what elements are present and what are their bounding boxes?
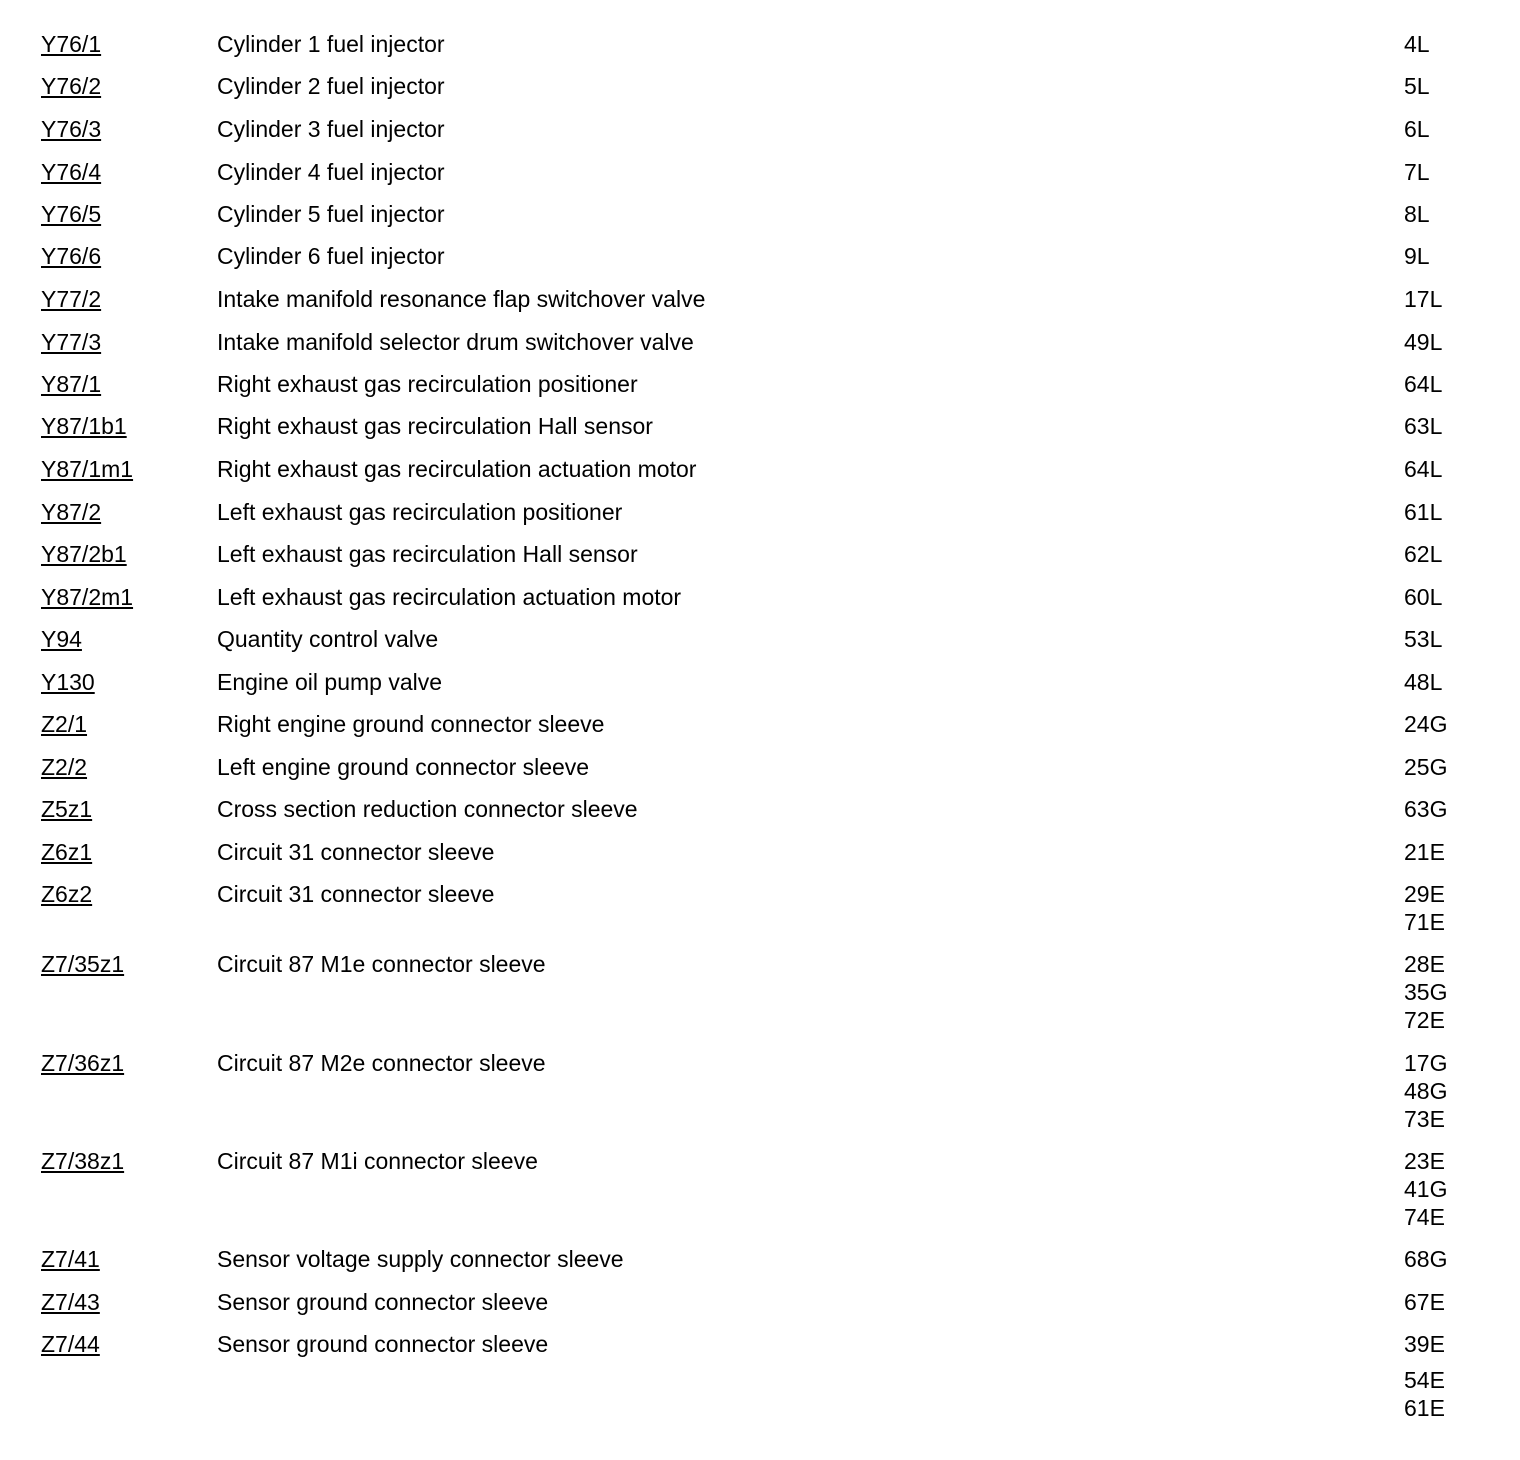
component-code-link[interactable]: Y87/2m1 — [41, 584, 134, 610]
grid-reference: 72E — [1404, 1007, 1445, 1033]
grid-reference-list — [1404, 625, 1442, 653]
grid-reference-list — [1404, 795, 1447, 823]
component-description: Right exhaust gas recirculation positioner — [217, 371, 638, 397]
grid-reference: 73E — [1404, 1106, 1445, 1132]
grid-reference: 71E — [1404, 909, 1445, 935]
grid-reference: 54E — [1404, 1367, 1445, 1393]
grid-reference: 49L — [1404, 329, 1443, 355]
grid-reference-list — [1404, 1288, 1445, 1316]
grid-reference: 21E — [1404, 839, 1445, 865]
component-description: Left exhaust gas recirculation positioner — [217, 499, 623, 525]
grid-reference: 64L — [1404, 456, 1443, 482]
grid-reference-list — [1404, 1147, 1447, 1231]
grid-reference: 68G — [1404, 1246, 1448, 1272]
component-code-link[interactable]: Z7/43 — [41, 1289, 100, 1315]
component-code-link[interactable]: Y77/3 — [41, 329, 102, 355]
grid-reference: 74E — [1404, 1204, 1445, 1230]
grid-reference-list — [1404, 753, 1447, 781]
grid-reference-list — [1404, 412, 1442, 440]
component-description: Circuit 87 M1e connector sleeve — [217, 951, 546, 977]
component-code-link[interactable]: Z6z1 — [41, 839, 93, 865]
grid-reference: 17G — [1404, 1050, 1448, 1076]
component-code-link[interactable]: Z6z2 — [41, 881, 93, 907]
component-code-link[interactable]: Z7/36z1 — [41, 1050, 125, 1076]
grid-reference: 28E — [1404, 951, 1445, 977]
component-code-link[interactable]: Y76/6 — [41, 243, 102, 269]
grid-reference-list — [1404, 540, 1442, 568]
grid-reference: 48L — [1404, 669, 1443, 695]
grid-reference: 24G — [1404, 711, 1448, 737]
component-description: Left exhaust gas recirculation Hall sensor — [217, 541, 638, 567]
component-code-link[interactable]: Y76/5 — [41, 201, 102, 227]
component-description: Cylinder 5 fuel injector — [217, 201, 445, 227]
grid-reference-list — [1404, 838, 1445, 866]
component-description: Circuit 87 M2e connector sleeve — [217, 1050, 546, 1076]
grid-reference: 39E — [1404, 1331, 1445, 1357]
grid-reference: 5L — [1404, 73, 1430, 99]
grid-reference-list — [1404, 498, 1442, 526]
component-code-link[interactable]: Z7/35z1 — [41, 951, 125, 977]
component-description: Cylinder 3 fuel injector — [217, 116, 445, 142]
component-description: Engine oil pump valve — [217, 669, 443, 695]
component-code-link[interactable]: Y130 — [41, 669, 95, 695]
grid-reference-list — [1404, 370, 1442, 398]
grid-reference: 61E — [1404, 1395, 1445, 1421]
component-description: Cylinder 1 fuel injector — [217, 31, 445, 57]
grid-reference-list — [1404, 328, 1442, 356]
component-description: Left engine ground connector sleeve — [217, 754, 590, 780]
grid-reference-list — [1404, 455, 1442, 483]
grid-reference: 67E — [1404, 1289, 1445, 1315]
grid-reference-list — [1404, 200, 1430, 228]
grid-reference: 61L — [1404, 499, 1443, 525]
component-description: Sensor ground connector sleeve — [217, 1289, 549, 1315]
component-description: Cylinder 6 fuel injector — [217, 243, 445, 269]
grid-reference: 23E — [1404, 1148, 1445, 1174]
component-description: Circuit 87 M1i connector sleeve — [217, 1148, 538, 1174]
grid-reference-list — [1404, 242, 1430, 270]
grid-reference: 4L — [1404, 31, 1430, 57]
component-code-link[interactable]: Y87/1m1 — [41, 456, 134, 482]
component-description: Sensor voltage supply connector sleeve — [217, 1246, 624, 1272]
component-code-link[interactable]: Y77/2 — [41, 286, 102, 312]
grid-reference-list — [1404, 285, 1442, 313]
grid-reference-list — [1404, 1049, 1447, 1133]
component-description: Cross section reduction connector sleeve — [217, 796, 638, 822]
component-code-link[interactable]: Y76/2 — [41, 73, 102, 99]
grid-reference: 48G — [1404, 1078, 1448, 1104]
component-description: Quantity control valve — [217, 626, 439, 652]
component-code-link[interactable]: Y87/2 — [41, 499, 102, 525]
grid-reference-list — [1404, 158, 1430, 186]
component-code-link[interactable]: Y76/1 — [41, 31, 102, 57]
component-code-link[interactable]: Z5z1 — [41, 796, 93, 822]
component-description: Sensor ground connector sleeve — [217, 1331, 549, 1357]
grid-reference: 63G — [1404, 796, 1448, 822]
grid-reference: 17L — [1404, 286, 1443, 312]
grid-reference-list — [1404, 583, 1442, 611]
grid-reference: 63L — [1404, 413, 1443, 439]
component-description: Circuit 31 connector sleeve — [217, 881, 495, 907]
grid-reference: 35G — [1404, 979, 1448, 1005]
component-code-link[interactable]: Z2/1 — [41, 711, 88, 737]
component-code-link[interactable]: Z7/41 — [41, 1246, 100, 1272]
grid-reference: 60L — [1404, 584, 1443, 610]
grid-reference-list — [1404, 72, 1430, 100]
component-code-link[interactable]: Y76/3 — [41, 116, 102, 142]
grid-reference-list — [1404, 1245, 1447, 1273]
grid-reference-list — [1404, 668, 1442, 696]
grid-reference: 8L — [1404, 201, 1430, 227]
component-description: Cylinder 2 fuel injector — [217, 73, 445, 99]
component-code-link[interactable]: Y76/4 — [41, 159, 102, 185]
grid-reference: 41G — [1404, 1176, 1448, 1202]
grid-reference: 9L — [1404, 243, 1430, 269]
grid-reference-list — [1404, 950, 1447, 1034]
grid-reference: 64L — [1404, 371, 1443, 397]
component-code-link[interactable]: Y94 — [41, 626, 82, 652]
component-code-link[interactable]: Z2/2 — [41, 754, 88, 780]
component-description: Right exhaust gas recirculation actuation motor — [217, 456, 697, 482]
grid-reference-list — [1404, 30, 1430, 58]
component-description: Left exhaust gas recirculation actuation motor — [217, 584, 682, 610]
grid-reference: 53L — [1404, 626, 1443, 652]
component-code-link[interactable]: Y87/2b1 — [41, 541, 127, 567]
grid-reference-list — [1404, 1330, 1445, 1422]
component-description: Intake manifold selector drum switchover valve — [217, 329, 694, 355]
grid-reference: 62L — [1404, 541, 1443, 567]
grid-reference: 7L — [1404, 159, 1430, 185]
component-code-link[interactable]: Y87/1 — [41, 371, 102, 397]
component-code-link[interactable]: Z7/38z1 — [41, 1148, 125, 1174]
grid-reference-list — [1404, 710, 1447, 738]
component-description: Right exhaust gas recirculation Hall sensor — [217, 413, 653, 439]
component-code-link[interactable]: Z7/44 — [41, 1331, 100, 1357]
component-code-link[interactable]: Y87/1b1 — [41, 413, 127, 439]
component-description: Intake manifold resonance flap switchover valve — [217, 286, 706, 312]
grid-reference: 29E — [1404, 881, 1445, 907]
grid-reference-list — [1404, 880, 1445, 936]
component-description: Circuit 31 connector sleeve — [217, 839, 495, 865]
component-description: Cylinder 4 fuel injector — [217, 159, 445, 185]
grid-reference: 25G — [1404, 754, 1448, 780]
grid-reference-list — [1404, 115, 1430, 143]
component-description: Right engine ground connector sleeve — [217, 711, 605, 737]
grid-reference: 6L — [1404, 116, 1430, 142]
